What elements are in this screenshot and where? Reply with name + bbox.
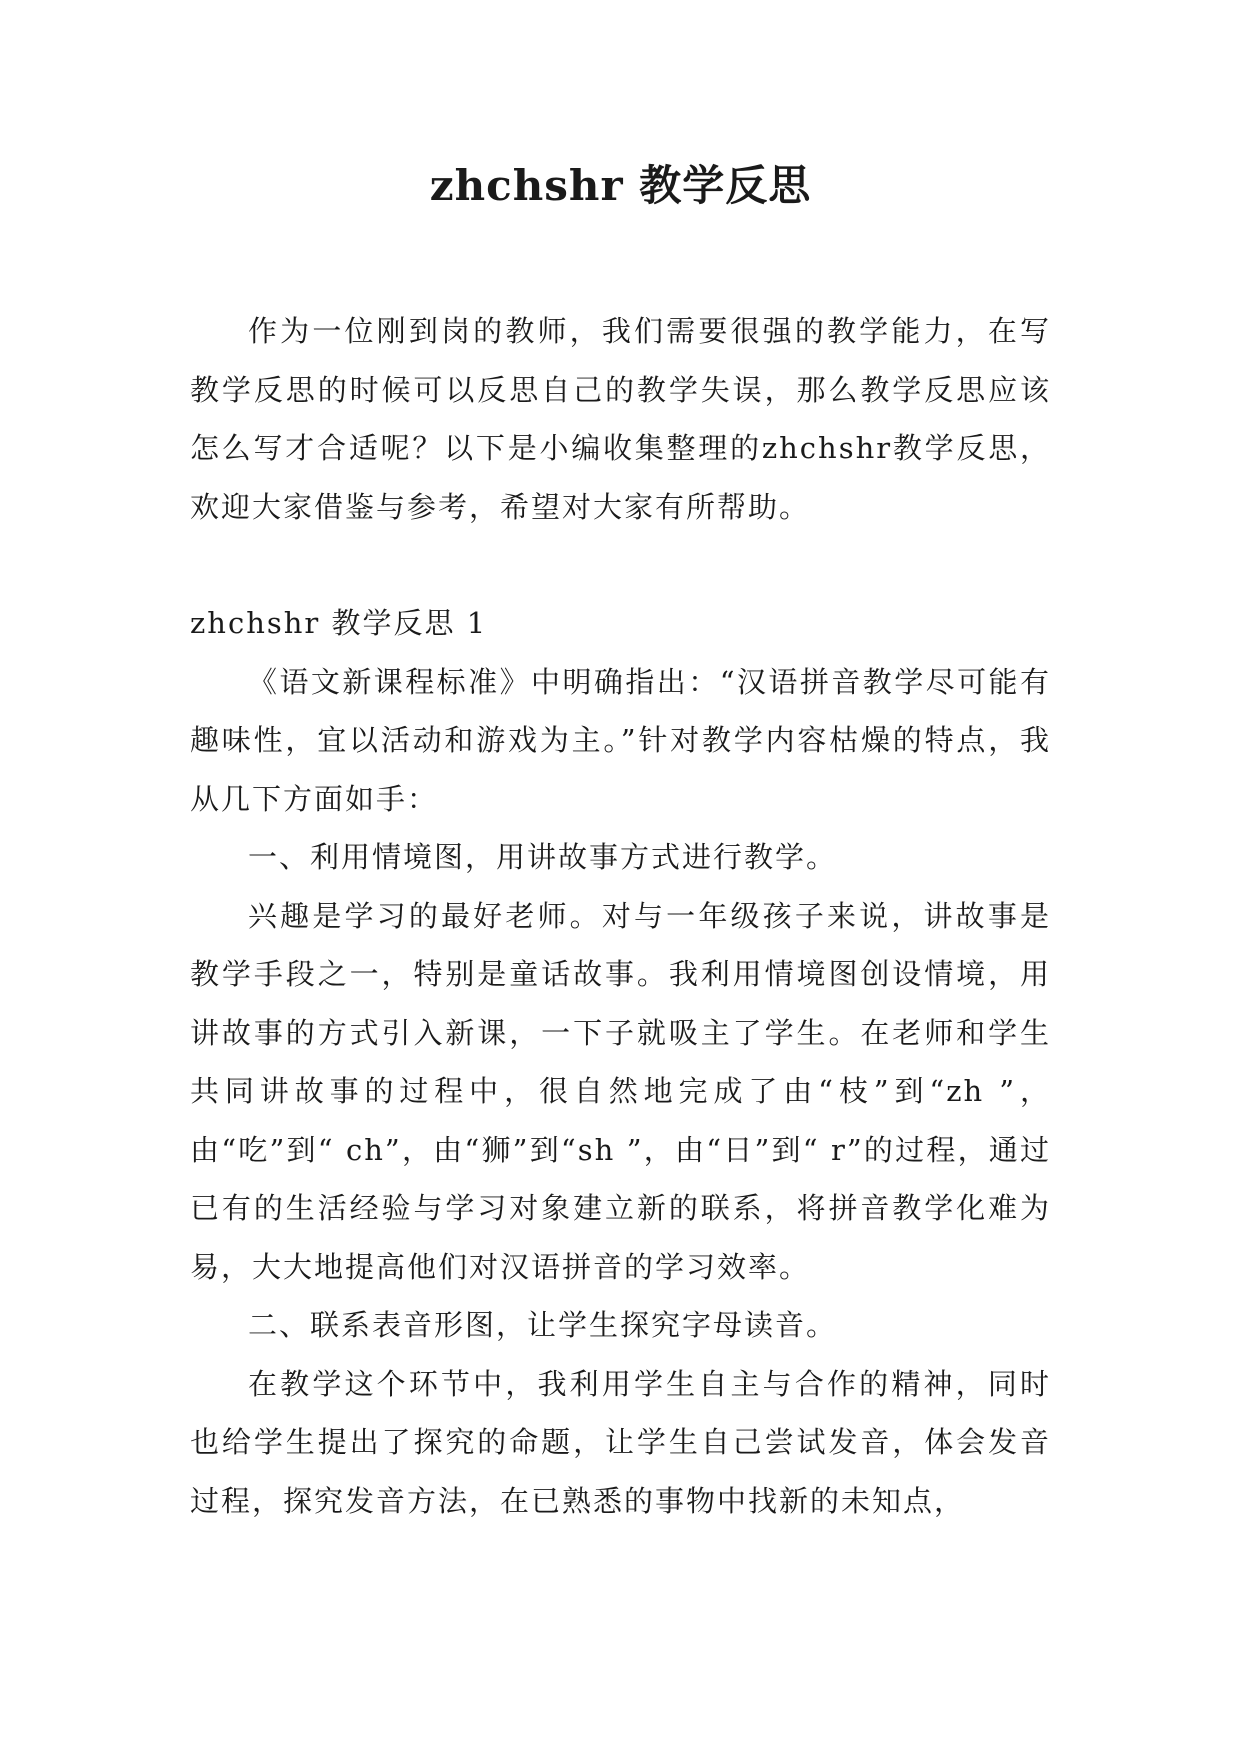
body-paragraph: 兴趣是学习的最好老师。对与一年级孩子来说，讲故事是教学手段之一，特别是童话故事。我利用情境图创设情境，用讲故事的方式引入新课，一下子就吸主了学生。在老师和学生共同讲故事的过程中，很自然地完成了由“枝”到“zh ”，由“吃”到“ ch”，由“狮”到“sh ”，由“日”到“ r”的过程，通过已有的生活经验与学习对象建立新的联系，将拼音教学化难为易，大大地提高他们对汉语拼音的学习效率。	[190, 898, 1051, 1284]
subheading-paragraph: 二、联系表音形图，让学生探究字母读音。	[248, 1308, 838, 1342]
intro-paragraph: 作为一位刚到岗的教师，我们需要很强的教学能力，在写教学反思的时候可以反思自己的教学失误，那么教学反思应该怎么写才合适呢？以下是小编收集整理的zhchshr教学反思，欢迎大家借鉴与参考，希望对大家有所帮助。	[190, 314, 1051, 524]
document-title: zhchshr 教学反思	[429, 161, 812, 210]
document-body	[190, 302, 1051, 1530]
subheading-paragraph: 一、利用情境图，用讲故事方式进行教学。	[248, 840, 838, 874]
paragraph-gap	[190, 536, 1051, 594]
body-paragraph: 在教学这个环节中，我利用学生自主与合作的精神，同时也给学生提出了探究的命题，让学生自己尝试发音，体会发音过程，探究发音方法，在已熟悉的事物中找新的未知点，	[190, 1366, 1051, 1518]
section-title: zhchshr 教学反思 1	[190, 606, 488, 640]
body-paragraph: 《语文新课程标准》中明确指出：“汉语拼音教学尽可能有趣味性，宜以活动和游戏为主。”针对教学内容枯燥的特点，我从几下方面如手：	[190, 664, 1051, 816]
